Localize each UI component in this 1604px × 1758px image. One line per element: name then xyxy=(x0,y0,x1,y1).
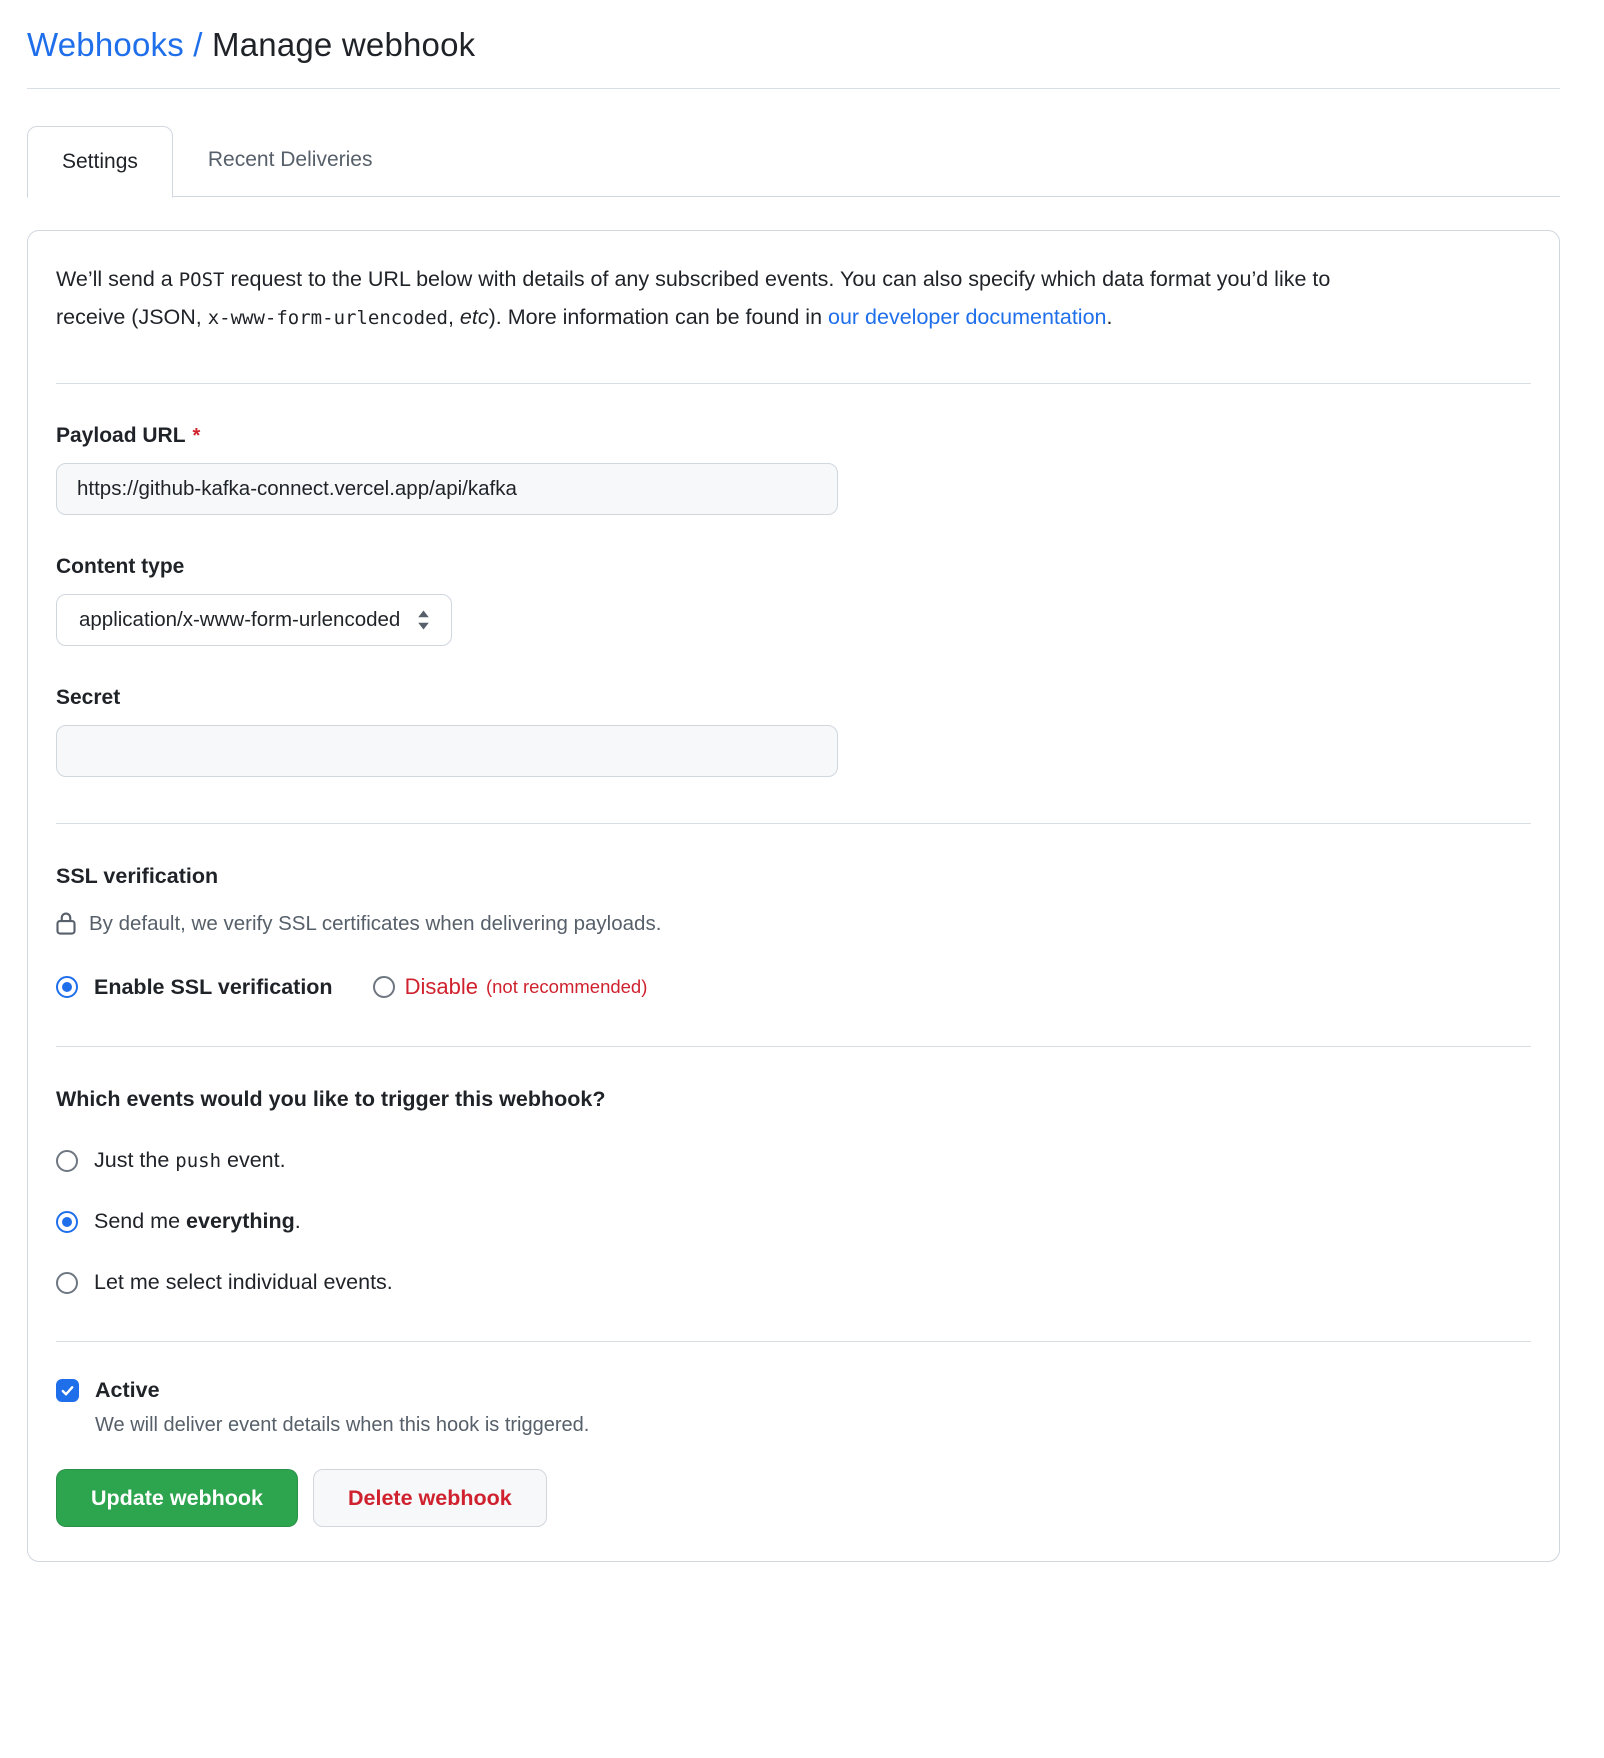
developer-documentation-link[interactable]: our developer documentation xyxy=(828,305,1107,329)
send-everything-pre: Send me xyxy=(94,1209,187,1233)
individual-events-label[interactable] xyxy=(94,1270,393,1295)
update-webhook-button[interactable]: Update webhook xyxy=(56,1469,298,1527)
disable-ssl-radio[interactable] xyxy=(373,976,395,998)
content-type-selected-value: application/x-www-form-urlencoded xyxy=(79,608,401,631)
select-caret-icon xyxy=(416,609,431,631)
content-type-select[interactable] xyxy=(56,594,452,646)
tab-settings[interactable]: Settings xyxy=(27,126,173,198)
divider xyxy=(56,823,1531,824)
divider xyxy=(56,1046,1531,1047)
settings-panel xyxy=(27,230,1560,1562)
tabnav xyxy=(27,124,1560,197)
just-push-pre: Just the xyxy=(94,1148,176,1172)
send-everything-bold: everything xyxy=(186,1209,295,1233)
header-divider xyxy=(27,88,1560,89)
page-title xyxy=(27,26,1560,64)
divider xyxy=(56,383,1531,384)
form-actions xyxy=(56,1469,1531,1527)
disable-ssl-note: (not recommended) xyxy=(485,976,648,997)
ssl-radio-row xyxy=(56,974,1531,1000)
secret-label xyxy=(56,686,1531,710)
content-type-label xyxy=(56,555,1531,579)
secret-input[interactable] xyxy=(56,725,838,777)
ssl-verification-heading: SSL verification xyxy=(56,864,219,888)
enable-ssl-label[interactable]: Enable SSL verification xyxy=(94,974,333,999)
individual-events-radio[interactable] xyxy=(56,1272,78,1294)
divider xyxy=(56,1341,1531,1342)
active-label[interactable]: Active xyxy=(95,1378,160,1402)
disable-ssl-label[interactable]: Disable xyxy=(404,974,478,999)
active-checkbox[interactable] xyxy=(56,1379,79,1402)
intro-mid3: ). More information can be found in xyxy=(488,305,828,329)
payload-url-label xyxy=(56,424,1531,448)
intro-post: . xyxy=(1106,305,1113,329)
tab-recent-deliveries[interactable]: Recent Deliveries xyxy=(207,148,373,171)
content-type-label-text: Content type xyxy=(56,555,185,578)
intro-code-urlencoded: x-www-form-urlencoded xyxy=(207,307,448,329)
events-heading: Which events would you like to trigger this webhook? xyxy=(56,1087,606,1111)
event-option-just-push xyxy=(56,1148,1531,1173)
payload-url-label-text: Payload URL xyxy=(56,424,186,447)
lock-icon xyxy=(56,911,76,936)
intro-etc: etc xyxy=(459,305,489,329)
event-option-everything xyxy=(56,1209,1531,1234)
send-everything-label[interactable] xyxy=(94,1209,301,1234)
payload-url-input[interactable] xyxy=(56,463,838,515)
individual-events-text: Let me select individual events. xyxy=(94,1270,393,1294)
check-icon xyxy=(60,1383,75,1398)
just-push-label[interactable] xyxy=(94,1148,286,1173)
send-everything-post: . xyxy=(294,1209,301,1233)
breadcrumb-separator: / xyxy=(183,26,213,63)
ssl-note xyxy=(56,911,1531,936)
just-push-radio[interactable] xyxy=(56,1150,78,1172)
secret-label-text: Secret xyxy=(56,686,121,709)
intro-code-post: POST xyxy=(178,269,225,291)
active-row xyxy=(56,1378,1531,1403)
event-option-individual xyxy=(56,1270,1531,1295)
required-asterisk: * xyxy=(192,425,201,447)
disable-ssl-group xyxy=(373,974,648,1000)
delete-webhook-button[interactable]: Delete webhook xyxy=(313,1469,547,1527)
breadcrumb-current: Manage webhook xyxy=(212,26,476,63)
just-push-post: event. xyxy=(221,1148,286,1172)
intro-text xyxy=(56,261,1378,337)
just-push-code: push xyxy=(175,1150,222,1172)
send-everything-radio[interactable] xyxy=(56,1211,78,1233)
intro-pre: We’ll send a xyxy=(56,267,179,291)
breadcrumb-webhooks-link[interactable]: Webhooks xyxy=(27,26,184,63)
intro-mid1: request to the URL below with details of any subscribed events. You can also specify which data format you’d like to receive (JSON, xyxy=(56,267,1331,329)
ssl-note-text: By default, we verify SSL certificates when delivering payloads. xyxy=(89,911,662,935)
intro-mid2: , xyxy=(447,305,460,329)
active-description: We will deliver event details when this hook is triggered. xyxy=(95,1414,590,1436)
enable-ssl-radio[interactable] xyxy=(56,976,78,998)
